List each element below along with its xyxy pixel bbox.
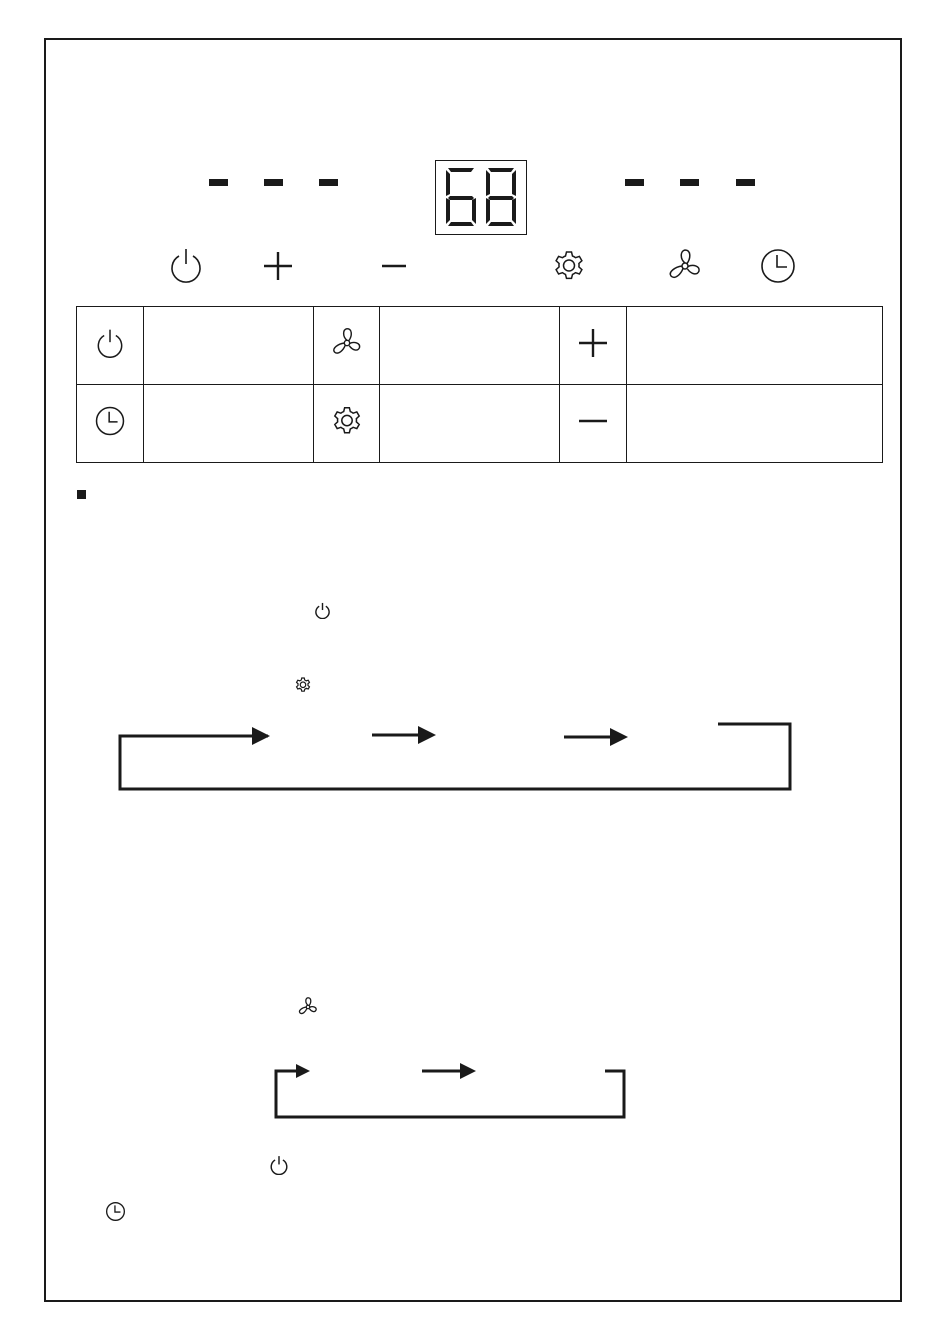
power-button[interactable]: [168, 247, 204, 283]
fan-cycle-diagram: [270, 1060, 635, 1125]
power-icon: [95, 328, 125, 358]
gear-icon: [330, 404, 364, 438]
seven-segment-digits: [436, 161, 525, 233]
minus-icon: [380, 250, 408, 282]
arrow-head: [418, 726, 436, 744]
fan-icon: [330, 326, 364, 360]
plus-icon: [577, 327, 609, 359]
clock-icon: [105, 1201, 126, 1222]
minus-icon: [577, 405, 609, 437]
inline-power-icon-wrap: [314, 602, 331, 619]
gear-icon: [294, 676, 312, 694]
table-icon-cell: [560, 385, 627, 463]
table-icon-cell: [77, 307, 144, 385]
mode-cycle-diagram: [100, 700, 820, 800]
arrow-head: [610, 728, 628, 746]
table-desc-cell: [380, 307, 560, 385]
table-desc-cell: [627, 307, 883, 385]
arrow-head: [460, 1063, 476, 1079]
table-row: [77, 385, 883, 463]
table-desc-cell: [380, 385, 560, 463]
table-desc-cell: [144, 385, 314, 463]
power-icon: [314, 602, 331, 619]
power-icon: [168, 247, 204, 283]
table-icon-cell: [314, 385, 380, 463]
inline-fan-icon-wrap: [297, 996, 319, 1018]
timer-button[interactable]: [759, 247, 797, 285]
table-row: [77, 307, 883, 385]
fan-icon: [666, 247, 704, 285]
clock-icon: [94, 405, 126, 437]
arrow-head: [252, 727, 270, 745]
fan-icon: [297, 996, 319, 1018]
minus-button[interactable]: [380, 250, 408, 282]
table-desc-cell: [144, 307, 314, 385]
key-description-table: [76, 306, 883, 463]
table-icon-cell: [560, 307, 627, 385]
clock-icon: [759, 247, 797, 285]
plus-icon: [262, 250, 294, 282]
inline-clock-icon-wrap: [105, 1201, 126, 1222]
section-bullet: [77, 490, 86, 499]
digit-display: [435, 160, 527, 235]
power-icon: [269, 1155, 289, 1175]
inline-gear-icon-wrap: [294, 676, 312, 694]
table-desc-cell: [627, 385, 883, 463]
gear-icon: [551, 247, 587, 283]
table-icon-cell: [77, 385, 144, 463]
arrow-head: [296, 1064, 310, 1078]
plus-button[interactable]: [262, 250, 294, 282]
mode-button[interactable]: [551, 247, 587, 283]
inline-power-icon-wrap: [269, 1155, 289, 1175]
fan-button[interactable]: [666, 247, 704, 285]
table-icon-cell: [314, 307, 380, 385]
